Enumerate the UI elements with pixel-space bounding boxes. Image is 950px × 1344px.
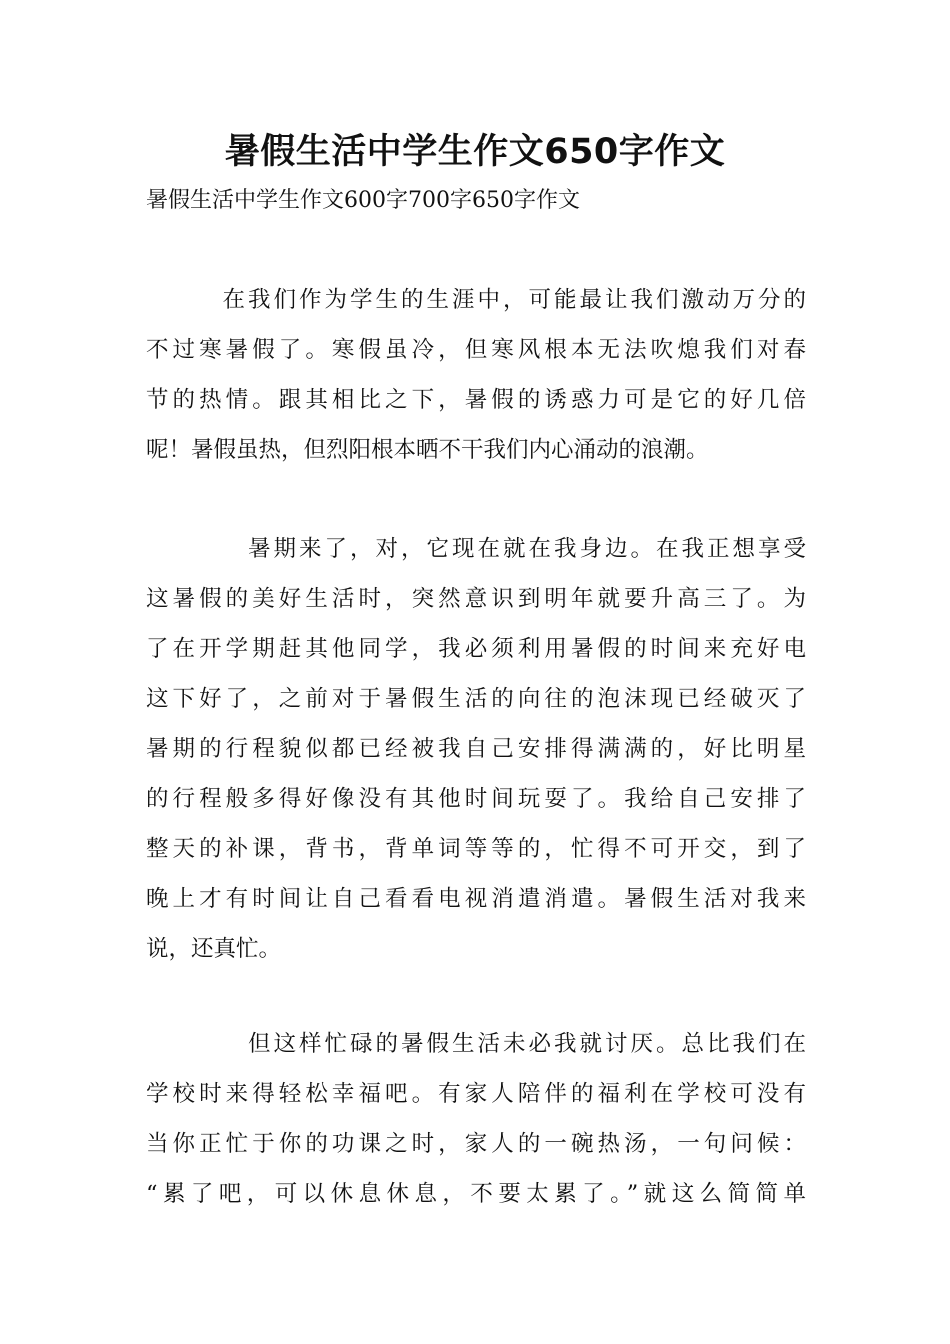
paragraph-line: 学校时来得轻松幸福吧。有家人陪伴的福利在学校可没有 [146, 1081, 806, 1107]
paragraph-line: 这暑假的美好生活时，突然意识到明年就要升高三了。为 [146, 586, 806, 612]
paragraph-line: 暑期的行程貌似都已经被我自己安排得满满的，好比明星 [146, 736, 806, 762]
paragraph-line: 呢！暑假虽热，但烈阳根本晒不干我们内心涌动的浪潮。 [146, 437, 709, 463]
paragraph-1 [146, 284, 806, 484]
paragraph-line: 节的热情。跟其相比之下，暑假的诱惑力可是它的好几倍 [146, 387, 806, 413]
paragraph-line: 整天的补课，背书，背单词等等的，忙得不可开交，到了 [146, 836, 806, 862]
paragraph-line: 在我们作为学生的生涯中，可能最让我们激动万分的 [146, 287, 806, 313]
document-subtitle: 暑假生活中学生作文600字700字650字作文 [146, 188, 580, 213]
paragraph-line: 说，还真忙。 [146, 936, 282, 962]
paragraph-line: 晚上才有时间让自己看看电视消遣消遣。暑假生活对我来 [146, 886, 806, 912]
paragraph-line: 了在开学期赶其他同学，我必须利用暑假的时间来充好电 [146, 636, 806, 662]
paragraph-2 [146, 533, 806, 983]
paragraph-line: 但这样忙碌的暑假生活未必我就讨厌。总比我们在 [146, 1031, 806, 1057]
paragraph-line: 这下好了，之前对于暑假生活的向往的泡沫现已经破灭了 [146, 686, 806, 712]
document-title: 暑假生活中学生作文650字作文 [224, 132, 726, 172]
paragraph-line: 当你正忙于你的功课之时，家人的一碗热汤，一句问候： [146, 1131, 806, 1157]
paragraph-line: 暑期来了，对，它现在就在我身边。在我正想享受 [146, 536, 806, 562]
paragraph-line: 的行程般多得好像没有其他时间玩耍了。我给自己安排了 [146, 786, 806, 812]
paragraph-line: 不过寒暑假了。寒假虽冷，但寒风根本无法吹熄我们对春 [146, 337, 806, 363]
paragraph-3 [146, 1028, 806, 1228]
paragraph-line: “累了吧，可以休息休息，不要太累了。”就这么简简单 [146, 1181, 806, 1207]
